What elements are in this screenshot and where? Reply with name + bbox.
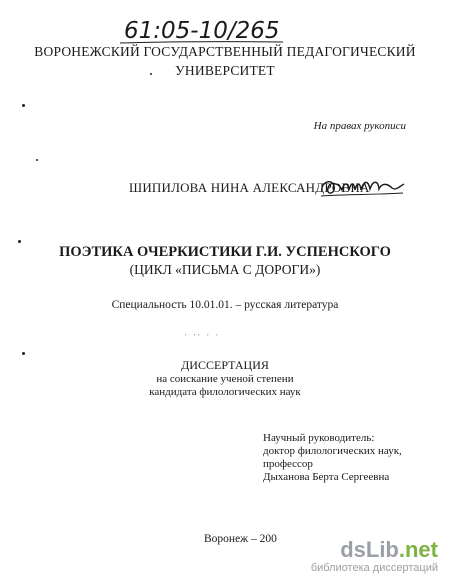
author-signature bbox=[318, 174, 406, 202]
scan-speck bbox=[150, 73, 152, 75]
advisor-degree: доктор филологических наук, bbox=[263, 445, 402, 457]
degree-line1: на соискание ученой степени bbox=[156, 373, 294, 385]
dslib-watermark bbox=[311, 539, 438, 574]
university-name-line2: УНИВЕРСИТЕТ bbox=[175, 63, 275, 78]
author-name: ШИПИЛОВА НИНА АЛЕКСАНДРОВНА bbox=[129, 180, 370, 195]
handwritten-archive-number bbox=[118, 12, 288, 46]
university-name-line1: ВОРОНЕЖСКИЙ ГОСУДАРСТВЕННЫЙ ПЕДАГОГИЧЕСКИЙ bbox=[34, 44, 416, 59]
svg-text:61:05-10/265: 61:05-10/265 bbox=[124, 18, 280, 44]
city-year: Воронеж – 200 bbox=[204, 533, 277, 545]
watermark-subtitle: библиотека диссертаций bbox=[310, 562, 438, 574]
scan-speck bbox=[18, 240, 21, 243]
advisor-role: Научный руководитель: bbox=[263, 432, 375, 444]
degree-line2: кандидата филологических наук bbox=[149, 386, 301, 398]
advisor-name: Дыханова Берта Сергеевна bbox=[263, 471, 390, 483]
rights-note: На правах рукописи bbox=[313, 120, 406, 132]
specialty-line: Специальность 10.01.01. – русская литература bbox=[111, 299, 339, 311]
dissertation-subtitle: (ЦИКЛ «ПИСЬМА С ДОРОГИ») bbox=[129, 262, 321, 277]
dissertation-label: ДИССЕРТАЦИЯ bbox=[181, 358, 269, 372]
advisor-rank: профессор bbox=[263, 458, 313, 470]
scan-mark: ' '' ' ' bbox=[185, 333, 221, 341]
scan-speck bbox=[22, 352, 25, 355]
scan-speck bbox=[36, 159, 38, 161]
scan-speck bbox=[22, 104, 25, 107]
dissertation-title: ПОЭТИКА ОЧЕРКИСТИКИ Г.И. УСПЕНСКОГО bbox=[59, 244, 391, 260]
dslib-logo: dsLib.net bbox=[340, 537, 438, 562]
